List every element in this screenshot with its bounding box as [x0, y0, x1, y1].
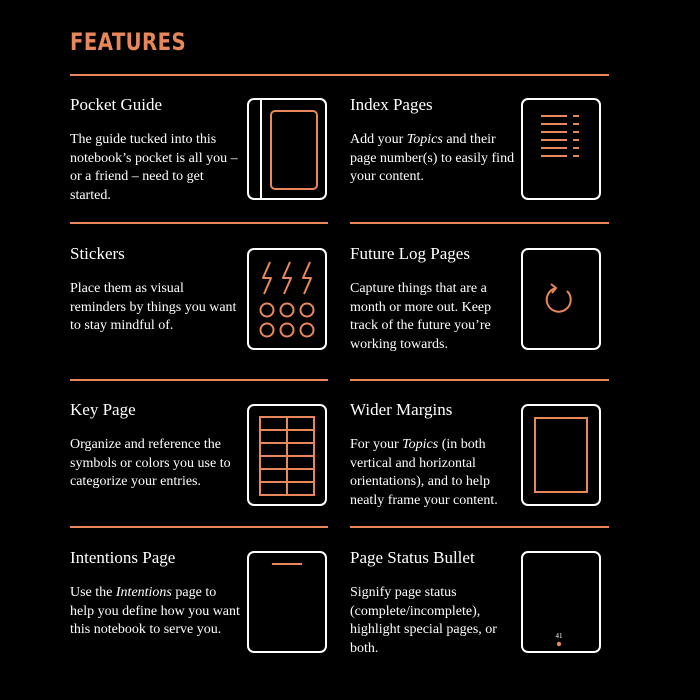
- feature-future-log-pages: [350, 244, 515, 354]
- feature-intentions-page: [70, 548, 240, 640]
- pocket-guide-icon: [247, 98, 327, 200]
- divider: [70, 222, 328, 224]
- divider: [350, 526, 609, 528]
- page-status-bullet-icon: [521, 551, 601, 653]
- divider: [70, 379, 328, 381]
- divider: [70, 526, 328, 528]
- key-page-icon: [247, 404, 327, 506]
- feature-index-pages: [350, 95, 515, 187]
- feature-description: The guide tucked into this notebook’s pocket is all you – or a friend – need to get started.: [70, 132, 238, 203]
- feature-key-page: [70, 400, 240, 492]
- divider: [350, 222, 609, 224]
- feature-wider-margins: [350, 400, 515, 510]
- wider-margins-icon: [521, 404, 601, 506]
- feature-description: Add your Topics and their page number(s) to easily find your content.: [350, 132, 515, 184]
- feature-title: Wider Margins: [350, 400, 453, 419]
- page-title: FEATURES: [70, 28, 187, 56]
- feature-description: Capture things that are a month or more out. Keep track of the future you’re working towards.: [350, 281, 492, 352]
- feature-page-status-bullet: [350, 548, 515, 658]
- feature-title: Intentions Page: [70, 548, 176, 567]
- feature-description: Organize and reference the symbols or colors you use to categorize your entries.: [70, 437, 231, 489]
- feature-title: Page Status Bullet: [350, 548, 475, 567]
- page-number: 41: [555, 632, 563, 640]
- divider: [350, 379, 609, 381]
- feature-pocket-guide: [70, 95, 240, 205]
- feature-title: Future Log Pages: [350, 244, 470, 263]
- stickers-icon: [247, 248, 327, 350]
- feature-title: Pocket Guide: [70, 95, 163, 114]
- status-bullet-dot: [557, 642, 561, 646]
- feature-title: Key Page: [70, 400, 136, 419]
- feature-description: For your Topics (in both vertical and horizontal orientations), and to help neatly frame your content.: [350, 437, 498, 508]
- index-pages-icon: [521, 98, 601, 200]
- intentions-page-icon: [247, 551, 327, 653]
- feature-title: Stickers: [70, 244, 125, 263]
- feature-description: Signify page status (complete/incomplete), highlight special pages, or both.: [350, 585, 497, 656]
- divider-top: [70, 74, 609, 76]
- future-log-icon: [521, 248, 601, 350]
- feature-description: Place them as visual reminders by things you want to stay mindful of.: [70, 281, 237, 333]
- feature-description: Use the Intentions page to help you define how you want this notebook to serve you.: [70, 585, 240, 637]
- feature-title: Index Pages: [350, 95, 433, 114]
- feature-stickers: [70, 244, 240, 336]
